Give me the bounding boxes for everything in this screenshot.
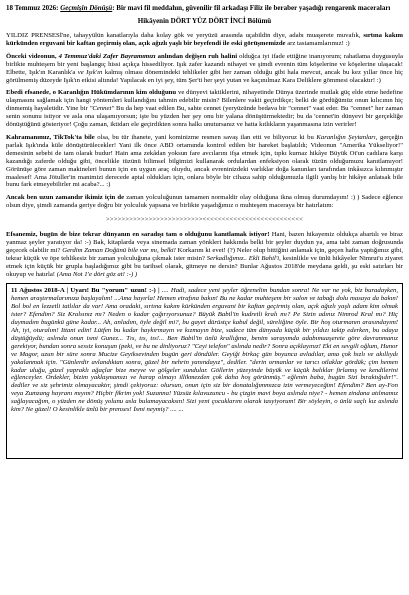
- paragraph-2: [6, 89, 403, 129]
- intro-text: , tahayyülün kanatlarıyla daha kolay gök ve yeryüzü arasında uçabildin diye, adabı muaşerete muvafık,: [69, 32, 364, 39]
- header-text: : Bir mavi fil meddahın, güvenilir fil arkadaşı Filiz ile beraber yaşadığı rengarenk maceraları: [112, 4, 391, 12]
- p1-lead-italic: 4 Temmuz'daki Zafer Bayramımızı: [58, 52, 156, 60]
- p1-bold: anlından değişen ruh halini: [155, 52, 238, 60]
- p2-lead: Ebedi efsanede,: [6, 89, 53, 97]
- p2-italic: "Cennet": [89, 105, 115, 113]
- intro-paragraph: [6, 32, 403, 48]
- p1-text2: kalmış olması dönemindeki tehlikeler gibi: [102, 68, 223, 76]
- p1-tail: her zaman olduğu gibi hala mevcut, ancak bu kez yıllar önce hiç görülmemiş düzeyde Işık'ın etkisi altında! Yapılacak en iyi şey, tüm Şer'ti her şeyi yutan ve kaçınılmaz Kara Deliklere gömmesi olacaktır! :): [6, 68, 403, 84]
- letter-text: .... Hadi, sadece yeni şeyler öğrenelim bundan sonra! Ne var ne yok, biz buradayken, hemen araştırmalarımıza başlayalım! ...Ama hayırla! Hemen etrafına bakın! Bu ne kadar muhteşem bir salon ve tabağı dolu masaya da bakın! Bol bol en lezzetli tatlılar da var! Ama oradaki, sırtına kakım kürkünden erguvani bir kaftan geçirmiş olan, açık ağızlı yaşlı adam kim olmak ister? Efendim? Siz Kralsınız mı? Neden o kadar çağırıyorsunuz? Büyük Babil'in kudretli kralı mı? Pe Sizin adınız Nimrod Kral mı? Hiç duymadım bugünkü güne kadar... Ah, anladım, öyle değil mi?, bu gayet dürüstçe kabul değil, süreliğine öyle. Bir hoş oturmanın arasındayım! Ah, iyi, oturalım! Ittani edin! Lütfen bu kadar haykırmayın ve kızmayın bize, sadece tüm dünyada küçük bir yıldızı takip ederken, bu odaya düştüğüydü; aslında onun ismi Gunez... Tıs, tıs, tıs!... Ben Babil'in ünlü krallığına, benim sarayımda adabımuaşerete göre davranmanız gerekiyor, bundan sonra sessiz konuşun (peki, ve bu ne dinliyoruz? "Ceyi telefon" aslında nedir? Sonra açıklayınız! Eki en sevgili oğlum, Hunor ve Magor, uzun bir süre sonra Mucize Geyiksevinden bugün geri döndüler. Geyiği birkaç gün boyunca avladılar, ama çok hızlı ve akıllıydı yakalanmak için. "Günlerdir avlandıktan sonra, güzel bir nehrin yanındayız", dediler. "derin ormanlar ve tarıcı otlaklar gördük; çim hemen kadar uluğu, güzel yapraklı ağaçlar bize meyve ve gölgeler sundular. Göllerin yüzeyinde büyük ve küçük balıklar firlamış ve kendilerini eğlenceyler. Ördekler, bizim yaklaşmamızı ve harap olmayı illikmezden çok daha hoş görünmüş." eğlenin baba, bugün Sizi bıraktığıdır!". dediler ve siz şehrimiz olmayacaktır, şimdi çekiyoruz: olursun, onun için siz bir donatalığımmızca izin vermeyeceğim! Efendim? Ben ay-Fon veya Zumzang hayranı mıyım? Hiçbir fikrim yok! Suzanna! Yüzsüz kılavuzuncu - bu çizgin mavi boya aslında niye? - hemen zindana atılmamız sağlayacağım, o yüzden ne dönüş yolunu asla bulamayacaksın! Sizi yeni çocuklarım olarak tasyiyorum! Bir söyleyin, o ünlü saçlı kız aslında kim? Ne güzel! O kesinlikle ünlü bir prenses! İsmi neymiş? .... ...: [11, 287, 398, 414]
- document-page: [6, 4, 403, 592]
- header-tag: Geçmişin Dönüşü: [60, 4, 113, 12]
- section-separator: >>>>>>>>>>>>>>>>>>>>>>>>><<<<<<<<<<<<<<<<<<<<<<<<<<: [105, 216, 304, 224]
- p2-tail: vaat edilen Bu, sahte cennet (yeryüzünde bedava bir "cennet" vaat eder. Bu "cennet" her zaman senin sonunu istiyor ve asla ona ulaşamıyorsun; işte bu yüzden her şey onu bir yalana dönüştürmektedir; bu da 'cennet'in dünyevi bir gerçekliğe dönüştüğünü gösteriyor! Çoğu zaman, iktidarı ele geçirdikten sonra halkı unutursanız ve hatta kıtlıkların yaşanmasına izin verirler!: [6, 105, 403, 129]
- p1-lead: Önceki videonun,: [6, 52, 59, 60]
- letter-lead: 11 Ağustos 2018-A | Uyarı! Bu "yorum" uzun! :-) |: [11, 287, 160, 295]
- p5-note: (Ama Not 1'e dört göz at! :-) ): [56, 270, 138, 278]
- episode-header: [6, 4, 403, 12]
- quoted-letter-box: [6, 283, 403, 459]
- p2-text2: Bu da hep: [114, 105, 146, 113]
- chapter-subtitle: Hikâyenin DÖRT YÜZ DÖRT İNCİ Bölümü: [137, 17, 272, 25]
- paragraph-3: [6, 134, 403, 189]
- p5-text3: , kesinlikle ve ünlü hikâyeler Nimrut'u ziyaret etmek için küçük bir grupla başladığımız gibi bu tarihsel olarak, gitmeye ne dersin? Bunlar Ağustos 2018'de meydana geldi, şu eski satırları bir okuyup ve hatırla!: [6, 254, 403, 278]
- p2-bold: o Karanlığın Hükümdarının kim olduğunu: [52, 89, 177, 97]
- paragraph-5: [6, 231, 403, 278]
- p3-text2: , gerçeğin parlak Işık'ında küle dönüştürülecekler! Yani ilk önce ABD ortamında: [6, 133, 403, 149]
- p2-text: ve dünyevi taktiklerini, nihayetinde Dünya üzerinde mutlak güç elde etme hedefine ulaşmasını sağlamak için hangi yöntemleri kullandığını tahmin edebilir misin? Bilenlere vakit geçirdikçe; belki de gördüğümüz onun kılıcının hiç dinmemiş hayaletidir. Yine bir: [6, 89, 403, 113]
- paragraph-4: [6, 194, 403, 210]
- p3-lead: Kahramanımız, TikTok'ta bile: [6, 133, 95, 141]
- p5-text: Hani, bazen hikayemiz oldukça abartılı ve biraz yanmaz şeyler yaratıyor da! :-) Bak, kitaplarda veya sinemada zaman yönkleri hakkında belki bir şeyler duydun ya, ama tabi zaman doğrusunda geçecek olabilir mi?: [6, 231, 403, 254]
- p5-bold: Efsanemiz, bugün de bize tekrar dünyanın en saradışı tam o olduğunu kanıtlamak istiyor!: [6, 231, 270, 239]
- intro-tail: arz tastamamlarımız! :): [285, 39, 350, 47]
- p5-italic-2: Serkadlığımız.. Ekli Bahil'i: [206, 254, 280, 262]
- intro-bold: sırtına kakım kürkünden erguvani bir kaftan geçirmiş olan, açık ağızlı yaşlı bir beyefendi ile eski görüşmemizde: [6, 32, 403, 47]
- paragraph-1: [6, 53, 403, 85]
- p1-italic: ve Işık'ın: [77, 68, 103, 76]
- p4-text: zaman yolculuğunun tamamen normaldir olay olduğuna ikna olmuş durumdayım! :) ) Sadece eğlence olsun diye, şimdi zamanda geriye doğru bir yolculuk yapsana ve birlikte yaşadığımız o muhteşem maceraya bir hatırlatım:: [6, 194, 403, 210]
- p1-text: olduğca iyi ifade ettiğine inanıyorum; rahatlama duygusuyla birlikte muhteşem bir yeni başlangıç hissi açıkça hissediliyor. Işık zafer kazandı nihayet ve şimdi evrenin tüm köşelerine ve köşelerine ulaşacak! Elbette, Işık'ın Karanlık'a: [6, 52, 403, 76]
- p5-text2: Korkarım ki evet! (?) Neler olup bittiğini anlamak için, geçen hafta yaptığımız gibi, tekrar küçük ve öpe tehlikesiz bir zaman yolculuğuna çıkmak ister misin?: [6, 246, 403, 262]
- p3-tail: kontrol edilen bir hareket başlatıldı; Videonun "Amerika Yükseliyor!" demesinin sebebi de tam olarak budur! Hain ama zekâdan yoksun fare avcılarını ifşa etmek için, tıpkı kurnaz hikâye Büyük Ot'un cadılara karşı kazandığı zaferde olduğu gibi, öncelikle tüzünü bilimsel bilgimizi kullanarak ordulardan enfeksiyon olarak tüzün olduğumuzu kanıtlamıyor! Görünüşe göre zaman makineleri bunun için en uygun araç oluydu, ancak evreninizdeki varlıklar doğa kanunları tarafından inkâsızca kılınmıştır maalesef! Ama Jötuller'in manimizi derecede aptal oldukları için, onlara böyle bir cihaza sahip olduğumuzla ilgili yanlış bir hikâye anlatsak bile bunu fark etmeyebilirler mi acaba?... :): [6, 141, 403, 189]
- p3-italic: Karanlığın Şeytanları: [316, 133, 376, 141]
- p3-text: olsa, bu tür ihanete, yani kominizme resmen savaş ilan etti ve biliyoruz ki bu: [94, 133, 317, 141]
- intro-lead: YILDIZ PRENSESİ'ne: [6, 32, 70, 39]
- p5-italic: Gerdim Zaman Doğünü bile var mı, belki!: [62, 246, 176, 254]
- p4-bold: Ancak ben uzun zamandır ikimiz için de: [6, 194, 125, 202]
- header-date: 18 Temmuz 2026:: [6, 4, 59, 12]
